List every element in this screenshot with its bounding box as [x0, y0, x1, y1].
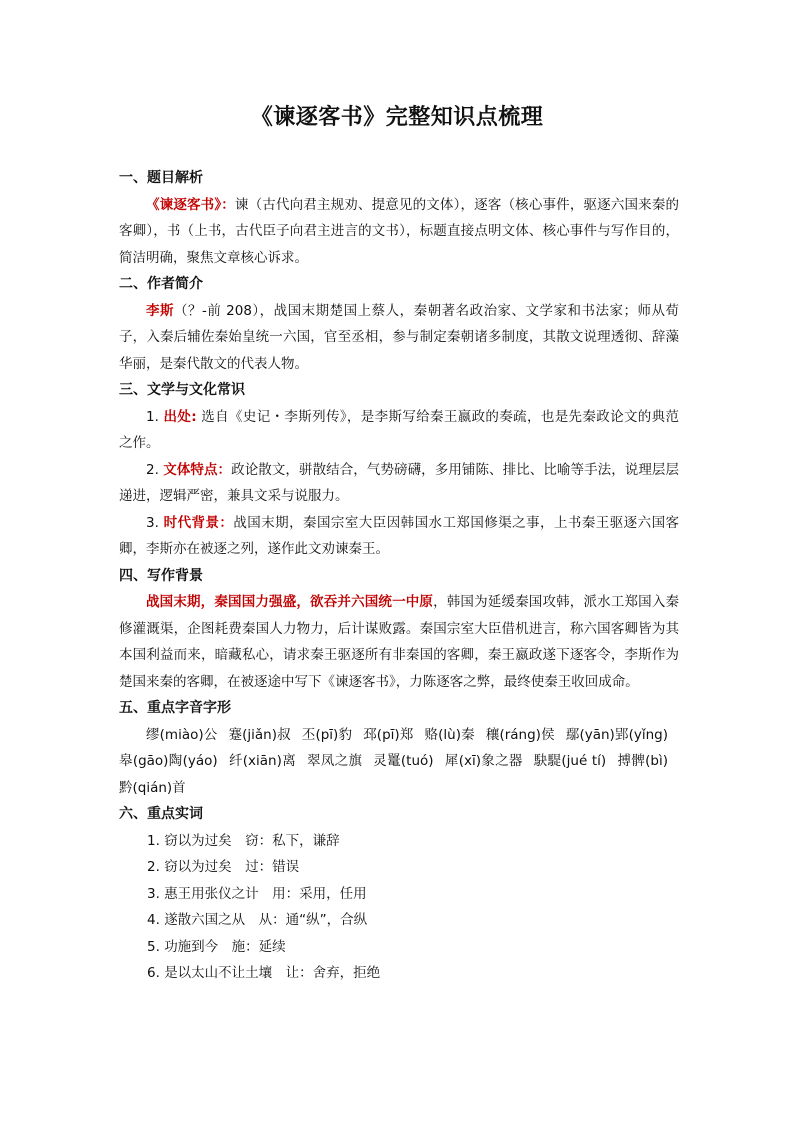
item-number: 1.	[146, 408, 159, 425]
word-item: 邳(pī)郑	[363, 726, 414, 743]
pronunciation-list	[119, 722, 679, 802]
highlight-term: 李斯	[146, 302, 174, 319]
item-number: 2.	[147, 859, 160, 875]
list-item	[119, 404, 679, 457]
paragraph-text: ，韩国为延缓秦国攻韩，派水工郑国入秦修灌溉渠，企图耗费秦国人力物力，后计谋败露。秦国宗室大臣借机进言，称六国客卿皆为其本国利益而来，暗藏私心，请求秦王驱逐所有非秦国的客卿，秦王嬴政遂下逐客令，李斯作为楚国来秦的客卿，在被逐途中写下《谏逐客书》，力陈逐客之弊，最终使秦王收回成命。	[119, 594, 680, 690]
word-item: 皋(gāo)陶(yáo)	[119, 753, 218, 769]
item-text: 窃以为过矣 过：错误	[164, 859, 300, 875]
item-number: 3.	[147, 885, 160, 902]
item-text: 选自《史记・李斯列传》，是李斯写给秦王嬴政的奏疏，也是先秦政论文的典范之作。	[119, 408, 680, 451]
word-item: 犀(xī)象之器	[444, 753, 523, 769]
word-item: 纤(xiān)离	[228, 753, 297, 769]
section-heading-3: 三、文学与文化常识	[119, 382, 245, 398]
section-paragraph-2	[119, 298, 679, 378]
document-body	[119, 165, 679, 987]
word-item: 丕(pī)豹	[301, 726, 353, 743]
section-heading-2: 二、作者简介	[119, 276, 203, 292]
section-heading-4: 四、写作背景	[119, 567, 203, 584]
item-text: 战国末期，秦国宗室大臣因韩国水工郑国修渠之事，上书秦王驱逐六国客卿，李斯亦在被逐之列，遂作此文劝谏秦王。	[119, 514, 680, 557]
page-title: 《谏逐客书》完整知识点梳理	[250, 105, 544, 130]
item-text: 惠王用张仪之计 用：采用，任用	[164, 885, 367, 902]
word-item: 翠凤之旗	[307, 753, 363, 769]
highlight-term: 时代背景：	[163, 514, 234, 531]
highlight-term: 《谏逐客书》：	[146, 196, 235, 213]
item-text: 窃以为过矣 窃：私下，谦辞	[164, 832, 340, 849]
word-item: 蹇(jiǎn)叔	[228, 726, 291, 743]
word-item: 穰(ráng)侯	[485, 726, 555, 743]
item-text: 功施到今 施：延续	[164, 938, 286, 955]
word-item: 搏髀(bì)	[617, 753, 668, 769]
section-paragraph-4	[119, 589, 679, 695]
paragraph-text: （？-前 208），战国末期楚国上蔡人，秦朝著名政治家、文学家和书法家；师从荀子，入秦后辅佐秦始皇统一六国，官至丞相，参与制定秦朝诸多制度，其散文说理透彻、辞藻华丽，是秦代散文的代表人物。	[119, 302, 680, 372]
item-number: 3.	[146, 514, 159, 531]
section-heading-1: 一、题目解析	[119, 170, 203, 186]
item-text: 政论散文，骈散结合，气势磅礴，多用铺陈、排比、比喻等手法，说理层层递进，逻辑严密，兼具文采与说服力。	[119, 461, 680, 504]
item-number: 1.	[147, 832, 160, 849]
word-item: 灵鼍(tuó)	[373, 753, 434, 769]
list-item	[119, 854, 679, 881]
section-heading-6: 六、重点实词	[119, 806, 203, 822]
list-item	[119, 828, 679, 855]
item-number: 4.	[147, 912, 160, 928]
item-text: 遂散六国之从 从：通“纵”，合纵	[164, 912, 368, 928]
item-number: 5.	[147, 938, 160, 955]
list-item	[119, 907, 679, 934]
highlight-term: 文体特点：	[163, 461, 232, 478]
highlight-term: 战国末期，秦国国力强盛，欲吞并六国统一中原	[146, 594, 434, 610]
list-item	[119, 457, 679, 510]
list-item	[119, 934, 679, 961]
list-item	[119, 881, 679, 908]
item-text: 是以太山不让土壤 让：舍弃，拒绝	[164, 965, 381, 981]
word-item: 黔(qián)首	[119, 779, 186, 796]
list-item	[119, 960, 679, 987]
section-paragraph-1	[119, 192, 679, 272]
section-heading-5: 五、重点字音字形	[119, 700, 231, 716]
word-item: 駃騠(jué tí)	[533, 753, 607, 769]
paragraph-text: 谏（古代向君主规劝、提意见的文体），逐客（核心事件，驱逐六国来秦的客卿），书（上书，古代臣子向君主进言的文书），标题直接点明文体、核心事件与写作目的，简洁明确，聚焦文章核心诉求。	[119, 196, 680, 266]
word-item: 缪(miào)公	[146, 726, 218, 743]
word-item: 赂(lù)秦	[424, 726, 475, 743]
item-number: 6.	[147, 965, 160, 981]
word-item: 鄢(yān)郢(yǐng)	[565, 726, 669, 743]
item-number: 2.	[146, 461, 159, 478]
list-item	[119, 510, 679, 563]
highlight-term: 出处:	[163, 408, 197, 425]
